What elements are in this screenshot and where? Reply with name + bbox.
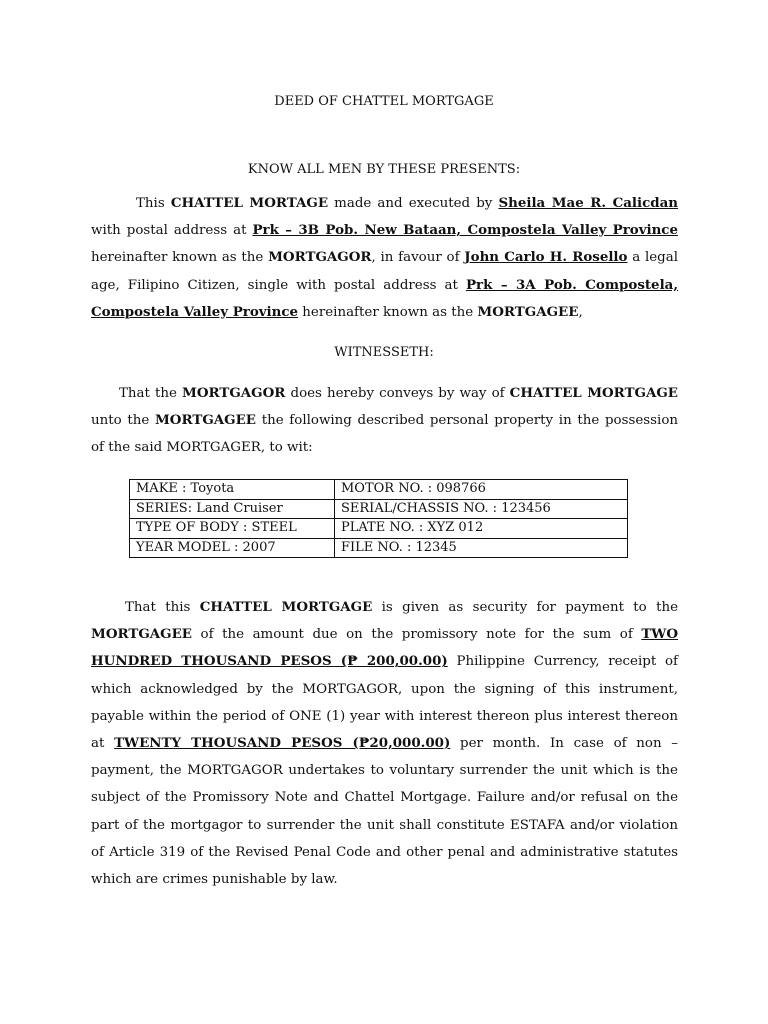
table-row	[130, 538, 628, 558]
mortgagor-name: Sheila Mae R. Calicdan	[498, 195, 679, 211]
table-cell: TYPE OF BODY : STEEL	[130, 519, 335, 539]
text-segment: a legal age, Filipino Citizen, single with postal address at	[91, 250, 678, 293]
text-segment: Philippine Currency, receipt of which acknowledged by the MORTGAGOR, upon the signing of this instrument, payable within the period of ONE (1) year with interest thereon plus interest thereon at	[91, 654, 678, 752]
property-table	[129, 479, 628, 558]
table-row	[130, 480, 628, 500]
text-segment: , in favour of	[371, 250, 465, 266]
mortgagee-term: MORTGAGEE	[154, 412, 257, 429]
interest-amount: TWENTY THOUSAND PESOS (₱20,000.00)	[114, 735, 451, 752]
text-segment: the following described personal property in the possession of the said MORTGAGER, to wit:	[91, 413, 679, 456]
document-title: DEED OF CHATTEL MORTGAGE	[274, 94, 494, 109]
text-segment: does hereby conveys by way of	[285, 386, 510, 401]
mortgagee-address: Prk – 3A Pob. Compostela, Compostela Valley Province	[91, 276, 678, 320]
table-cell: YEAR MODEL : 2007	[130, 538, 335, 558]
table-cell: MAKE : Toyota	[130, 480, 335, 500]
table-cell: SERIAL/CHASSIS NO. : 123456	[335, 499, 628, 519]
text-segment: per month. In case of non – payment, the MORTGAGOR undertakes to voluntary surrender the unit which is the subject of the Promissory Note and Chattel Mortgage. Failure and/or refusal on the part of the mortgagor to surrender the unit shall constitute ESTAFA and/or violation of Article 319 of the Revised Penal Code and other penal and administrative statutes which are crimes punishable by law.	[91, 736, 679, 888]
mortgagor-term: MORTGAGOR	[268, 249, 372, 266]
loan-amount: TWO HUNDRED THOUSAND PESOS (₱ 200,00.00)	[91, 626, 678, 670]
table-cell: SERIES: Land Cruiser	[130, 499, 335, 519]
chattel-mortgage-term: CHATTEL MORTGAGE	[509, 385, 679, 401]
table-row	[130, 519, 628, 539]
mortgagor-address: Prk – 3B Pob. New Bataan, Compostela Valley Province	[252, 222, 678, 239]
text-segment: That this	[125, 600, 200, 615]
mortgagee-term: MORTGAGEE	[477, 303, 579, 320]
chattel-mortgage-term: CHATTEL MORTGAGE	[199, 599, 373, 615]
table-row	[130, 499, 628, 519]
text-segment: is given as security for payment to the	[372, 600, 679, 615]
mortgagee-name: John Carlo H. Rosello	[464, 249, 628, 266]
text-segment: of the amount due on the promissory note for the sum of	[192, 627, 642, 643]
mortgagee-term: MORTGAGEE	[91, 626, 193, 643]
text-segment: That the	[119, 386, 183, 401]
text-segment: hereinafter known as the	[298, 304, 478, 320]
table-cell: PLATE NO. : XYZ 012	[335, 519, 628, 539]
text-segment: with postal address at	[91, 223, 253, 239]
document-subtitle: KNOW ALL MEN BY THESE PRESENTS:	[247, 162, 521, 177]
text-segment: unto the	[91, 413, 155, 429]
mortgagor-term: MORTGAGOR	[182, 385, 286, 401]
text-segment: hereinafter known as the	[91, 250, 269, 266]
text-segment: ,	[578, 304, 583, 320]
parties-paragraph	[91, 190, 678, 326]
text-segment: made and executed by	[328, 196, 499, 211]
table-cell: MOTOR NO. : 098766	[335, 480, 628, 500]
text-segment: This	[136, 196, 171, 211]
witnesseth-heading: WITNESSETH:	[334, 345, 434, 360]
chattel-mortgage-term: CHATTEL MORTAGE	[170, 195, 329, 211]
table-cell: FILE NO. : 12345	[335, 538, 628, 558]
security-paragraph	[91, 594, 678, 893]
conveyance-paragraph	[91, 380, 678, 462]
